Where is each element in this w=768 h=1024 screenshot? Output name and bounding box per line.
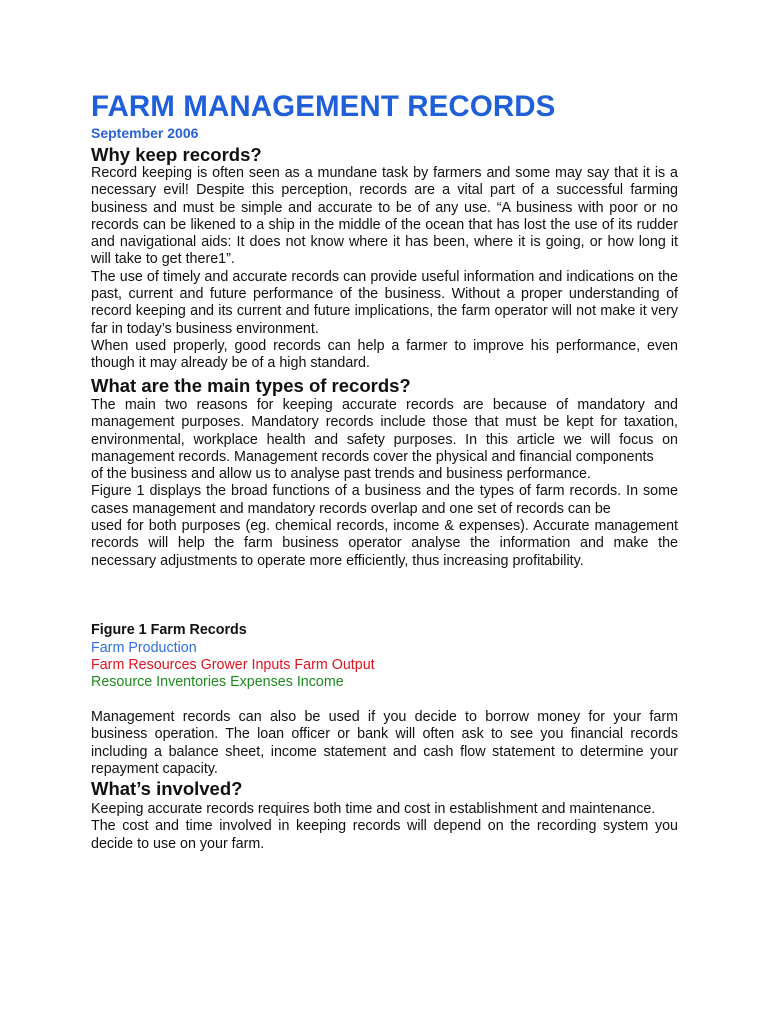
heading-whats-involved: What’s involved? (91, 778, 243, 799)
figure-line-inputs-outputs: Farm Resources Grower Inputs Farm Output (91, 657, 375, 673)
section2-body (91, 397, 678, 570)
section2-paragraph-1b: of the business and allow us to analyse past trends and business performance. (91, 466, 591, 483)
section2-paragraph-3-block (91, 709, 678, 778)
section3-body (91, 801, 678, 853)
section2-paragraph-3: Management records can also be used if you decide to borrow money for your farm business operation. The loan officer or bank will often ask to see you financial records including a balance sheet, income statement and cash flow statement to determine your repayment capacity. (91, 709, 678, 777)
section1-paragraph-2: The use of timely and accurate records can provide useful information and indications on the past, current and future performance of the business. Without a proper understanding of record keeping and its current and future implications, the farm operator will not make it very far in today’s business environment. (91, 268, 678, 337)
heading-main-types-of-records: What are the main types of records? (91, 375, 411, 396)
section1-body (91, 165, 678, 373)
section2-paragraph-1a: The main two reasons for keeping accurate records are because of mandatory and management purposes. Mandatory records include those that must be kept for taxation, environmental, workplace health and safety purposes. In this article we will focus on management records. Management records cover the physical and financial components (91, 397, 678, 465)
section2-paragraph-2b: used for both purposes (eg. chemical records, income & expenses). Accurate management records will help the farm business operator analyse the information and make the necessary adjustments to operate more efficiently, thus increasing profitability. (91, 518, 678, 569)
document-title: FARM MANAGEMENT RECORDS (91, 90, 556, 123)
section3-paragraph-1: Keeping accurate records requires both time and cost in establishment and maintenance. (91, 801, 656, 817)
section2-paragraph-2a: Figure 1 displays the broad functions of a business and the types of farm records. In some cases management and mandatory records overlap and one set of records can be (91, 483, 678, 517)
figure-line-inventories-expenses-income: Resource Inventories Expenses Income (91, 674, 344, 690)
figure-line-farm-production: Farm Production (91, 640, 197, 656)
document-date: September 2006 (91, 125, 199, 141)
heading-why-keep-records: Why keep records? (91, 144, 262, 165)
section3-paragraph-2: The cost and time involved in keeping records will depend on the recording system you decide to use on your farm. (91, 818, 678, 852)
section1-paragraph-3: When used properly, good records can help a farmer to improve his performance, even though it may already be of a high standard. (91, 337, 678, 372)
figure-caption: Figure 1 Farm Records (91, 622, 247, 638)
section1-paragraph-1: Record keeping is often seen as a mundane task by farmers and some may say that it is a necessary evil! Despite this perception, records are a vital part of a successful farming business and must be simple and accurate to be of any use. “A business with poor or no records can be likened to a ship in the middle of the ocean that has lost the use of its rudder and navigational aids: It does not know where it has been, where it is going, or how long it will take to get there1”. (91, 165, 678, 268)
